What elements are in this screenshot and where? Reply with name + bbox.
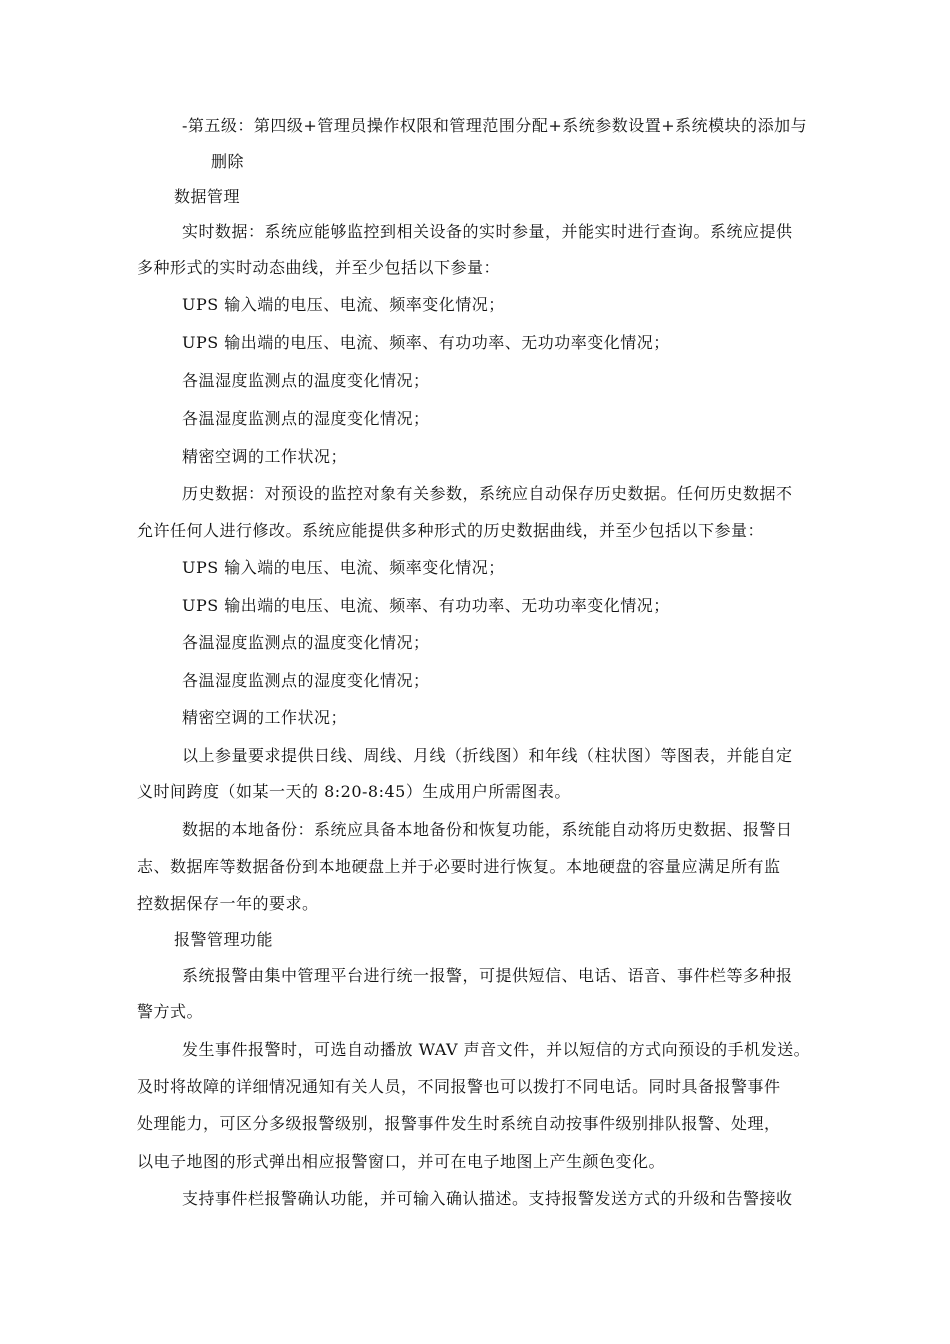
- text-line: 历史数据：对预设的监控对象有关参数，系统应自动保存历史数据。任何历史数据不: [182, 484, 793, 503]
- text-line: 义时间跨度（如某一天的 8:20-8:45）生成用户所需图表。: [137, 782, 571, 801]
- text-line: -第五级：第四级+管理员操作权限和管理范围分配+系统参数设置+系统模块的添加与: [182, 116, 808, 135]
- text-line: 系统报警由集中管理平台进行统一报警，可提供短信、电话、语音、事件栏等多种报: [182, 966, 793, 985]
- text-line: 多种形式的实时动态曲线，并至少包括以下参量：: [137, 258, 501, 277]
- list-item: 各温湿度监测点的湿度变化情况；: [182, 409, 430, 428]
- text-line: 警方式。: [137, 1002, 204, 1021]
- list-item: 精密空调的工作状况；: [182, 708, 348, 727]
- text-line: 志、数据库等数据备份到本地硬盘上并于必要时进行恢复。本地硬盘的容量应满足所有监: [137, 857, 781, 876]
- text-line: 处理能力，可区分多级报警级别，报警事件发生时系统自动按事件级别排队报警、处理，: [137, 1114, 781, 1133]
- text-line: 支持事件栏报警确认功能，并可输入确认描述。支持报警发送方式的升级和告警接收: [182, 1189, 793, 1208]
- list-item: 精密空调的工作状况；: [182, 447, 348, 466]
- text-line: 及时将故障的详细情况通知有关人员，不同报警也可以拨打不同电话。同时具备报警事件: [137, 1077, 781, 1096]
- list-item: 各温湿度监测点的湿度变化情况；: [182, 671, 430, 690]
- section-heading: 报警管理功能: [174, 930, 274, 949]
- text-line: 实时数据：系统应能够监控到相关设备的实时参量，并能实时进行查询。系统应提供: [182, 222, 793, 241]
- list-item: UPS 输入端的电压、电流、频率变化情况；: [182, 558, 505, 577]
- text-line: 允许任何人进行修改。系统应能提供多种形式的历史数据曲线，并至少包括以下参量：: [137, 521, 765, 540]
- list-item: UPS 输出端的电压、电流、频率、有功功率、无功功率变化情况；: [182, 596, 670, 615]
- list-item: 各温湿度监测点的温度变化情况；: [182, 633, 430, 652]
- list-item: 各温湿度监测点的温度变化情况；: [182, 371, 430, 390]
- section-heading: 数据管理: [174, 187, 241, 206]
- text-line: 以电子地图的形式弹出相应报警窗口，并可在电子地图上产生颜色变化。: [137, 1152, 666, 1171]
- text-line: 删除: [211, 152, 245, 171]
- text-line: 以上参量要求提供日线、周线、月线（折线图）和年线（柱状图）等图表，并能自定: [182, 746, 793, 765]
- text-line: 发生事件报警时，可选自动播放 WAV 声音文件，并以短信的方式向预设的手机发送。: [182, 1040, 811, 1059]
- text-line: 控数据保存一年的要求。: [137, 894, 319, 913]
- list-item: UPS 输入端的电压、电流、频率变化情况；: [182, 295, 505, 314]
- text-line: 数据的本地备份：系统应具备本地备份和恢复功能，系统能自动将历史数据、报警日: [182, 820, 793, 839]
- list-item: UPS 输出端的电压、电流、频率、有功功率、无功功率变化情况；: [182, 333, 670, 352]
